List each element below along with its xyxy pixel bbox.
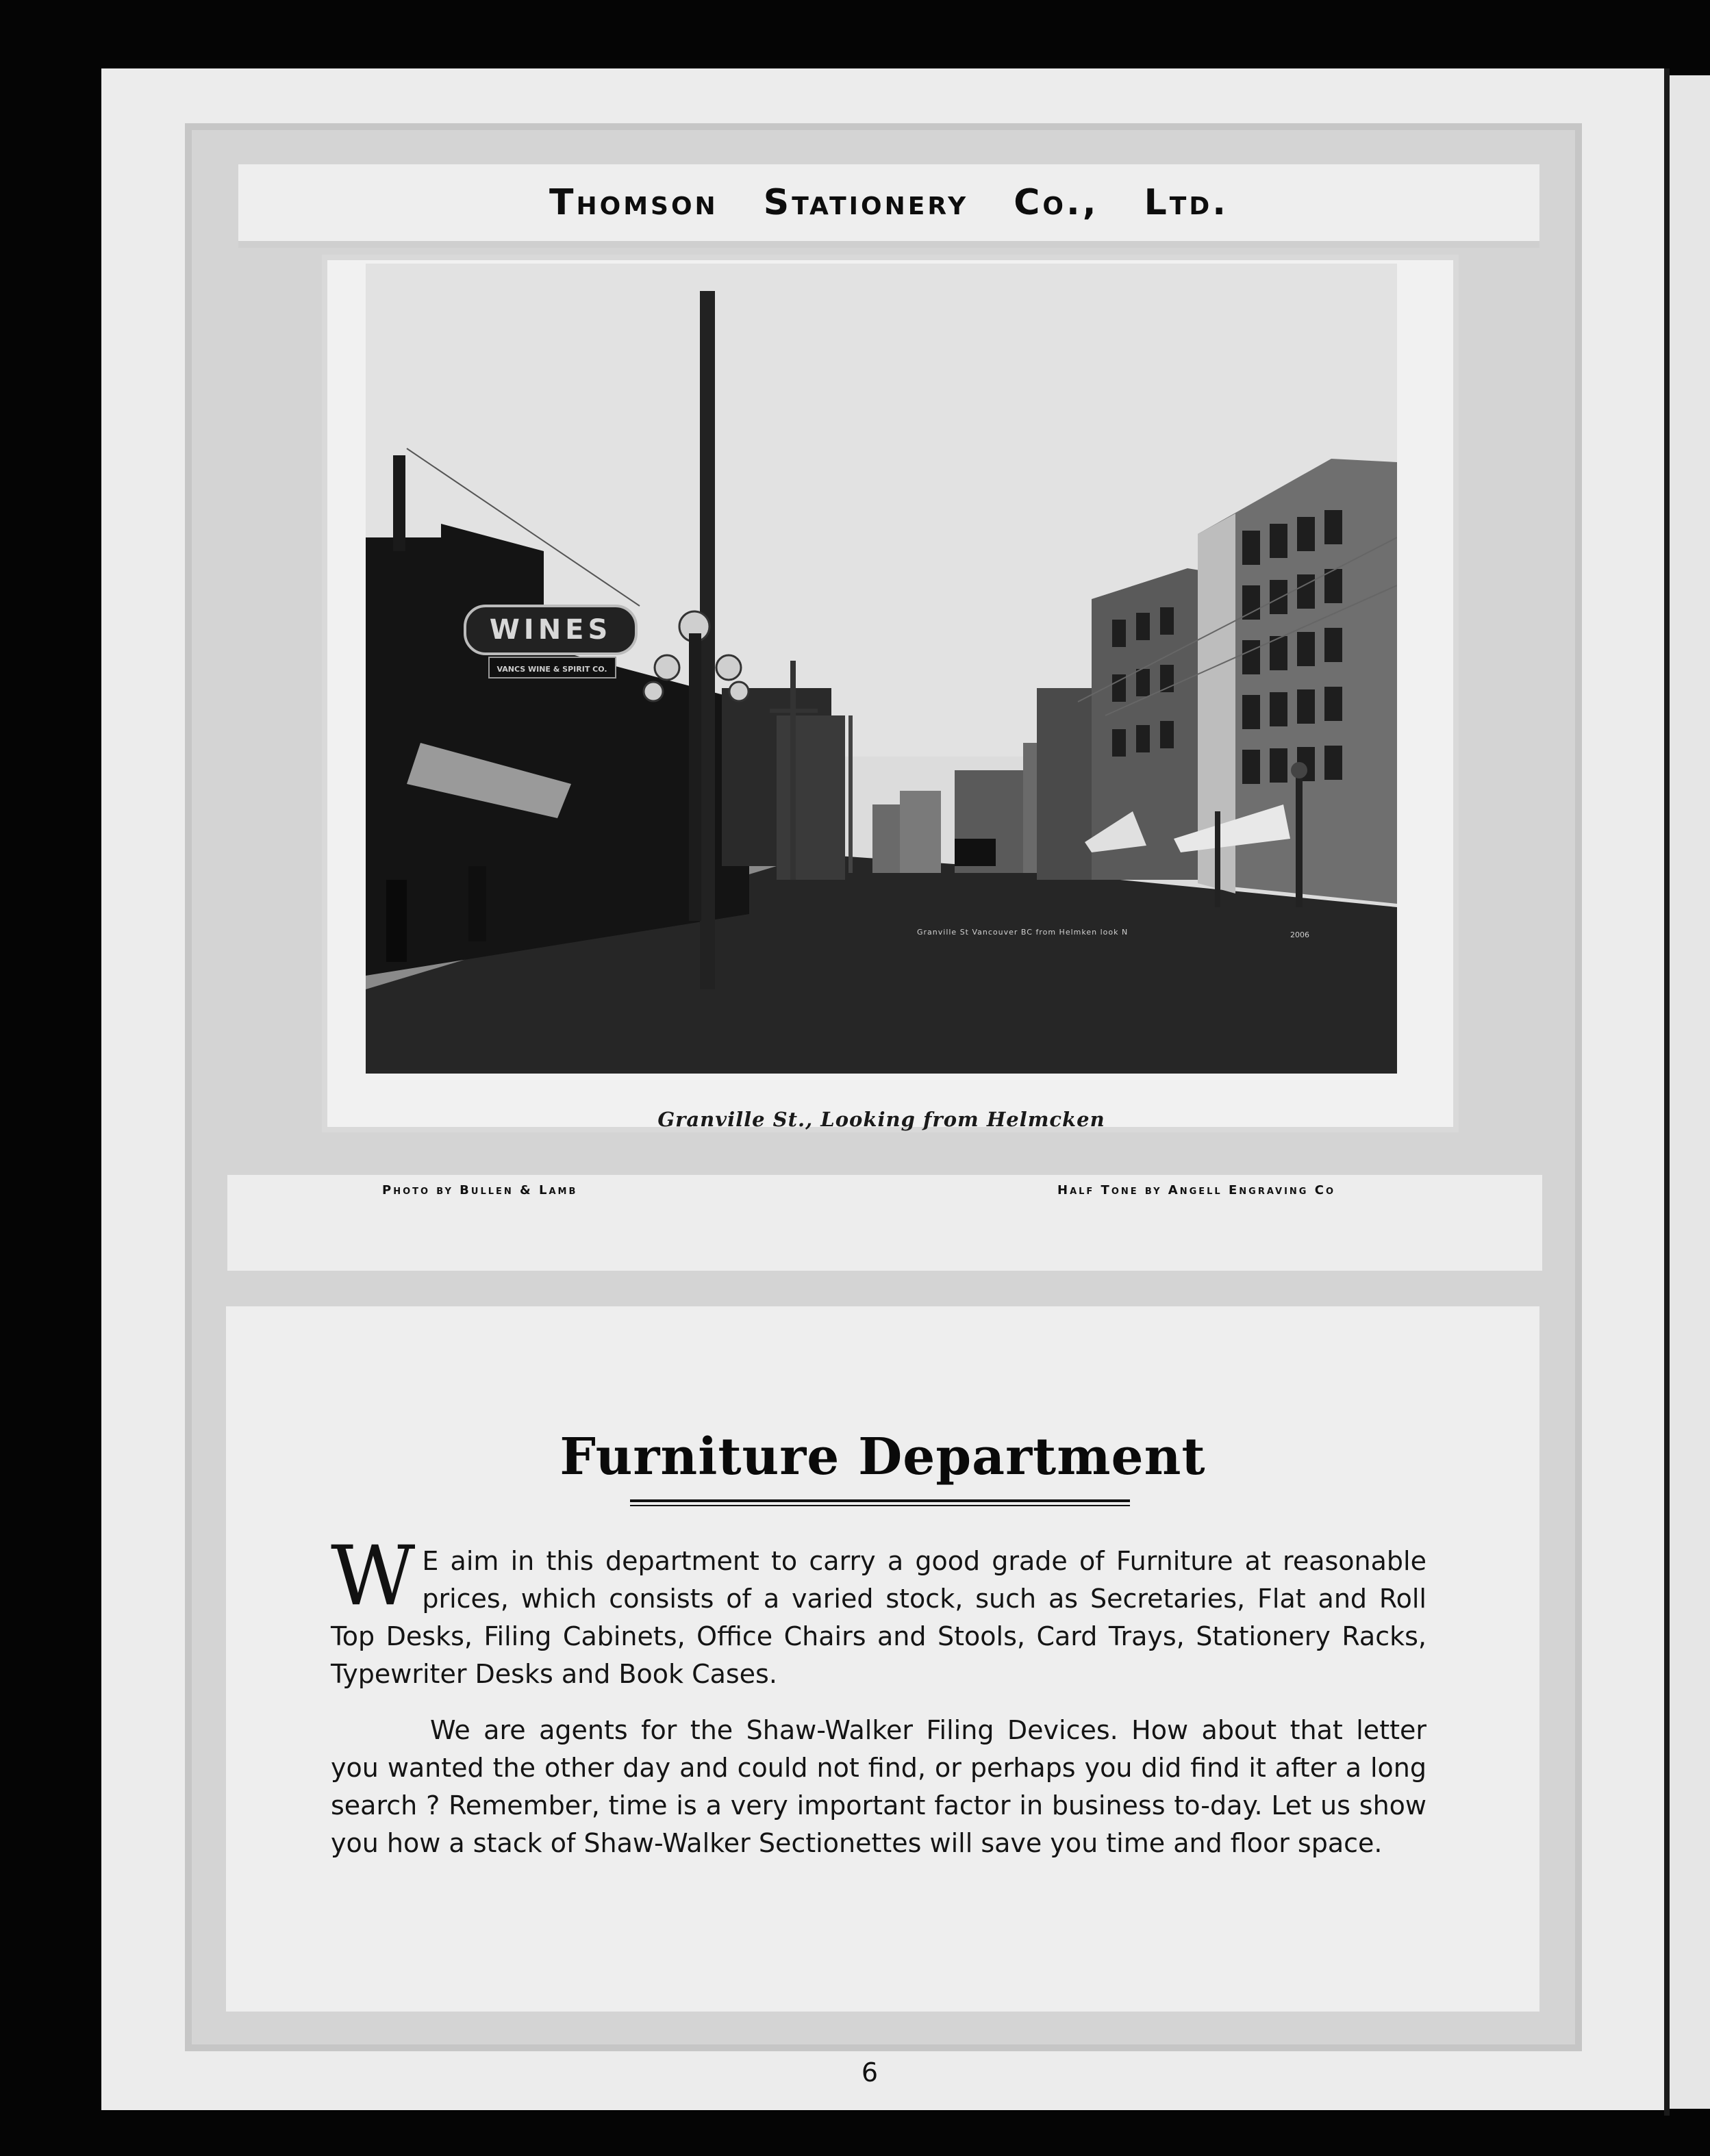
engraving-credit: Half Tone by Angell Engraving Co bbox=[1057, 1183, 1335, 1197]
section-heading: Furniture Department bbox=[559, 1428, 1206, 1486]
paragraph-1 bbox=[331, 1529, 1426, 1693]
photo-caption: Granville St., Looking from Helmcken bbox=[657, 1108, 1105, 1131]
photo-plate-text: Granville St Vancouver BC from Helmken look N bbox=[917, 928, 1129, 937]
paragraph-2: We are agents for the Shaw-Walker Filing Devices. How about that letter you wanted the other day and could not find, or perhaps you did find it after a long search ? Remember, time is a very important factor in business to-day. Let us show you how a stack of Shaw-Walker Sectionettes will save you time and floor space. bbox=[331, 1715, 1426, 1858]
street-scene-illustration bbox=[366, 264, 1397, 1074]
wines-sign-text: WINES bbox=[489, 614, 612, 646]
photo-credit: Photo by Bullen & Lamb bbox=[382, 1183, 578, 1197]
heading-underline bbox=[630, 1499, 1130, 1506]
photo-plate-number: 2006 bbox=[1290, 930, 1309, 939]
book-spine-shadow bbox=[1664, 68, 1670, 2116]
title-band bbox=[238, 164, 1539, 248]
wines-sign-subtext: VANCS WINE & SPIRIT CO. bbox=[496, 665, 607, 674]
drop-cap: W bbox=[331, 1529, 416, 1624]
facing-page-edge bbox=[1670, 75, 1710, 2109]
company-name: Thomson Stationery Co., Ltd. bbox=[549, 182, 1229, 223]
page-number: 6 bbox=[861, 2057, 879, 2088]
street-photograph bbox=[366, 264, 1397, 1074]
paragraph-1-text: E aim in this department to carry a good grade of Furniture at reasonable prices, which consists of a varied stock, such as Secretaries, Flat and Roll Top Desks, Filing Cabinets, Office Chairs and Stools, Card Trays, Stationery Racks, Typewriter Desks and Book Cases. bbox=[331, 1546, 1426, 1689]
